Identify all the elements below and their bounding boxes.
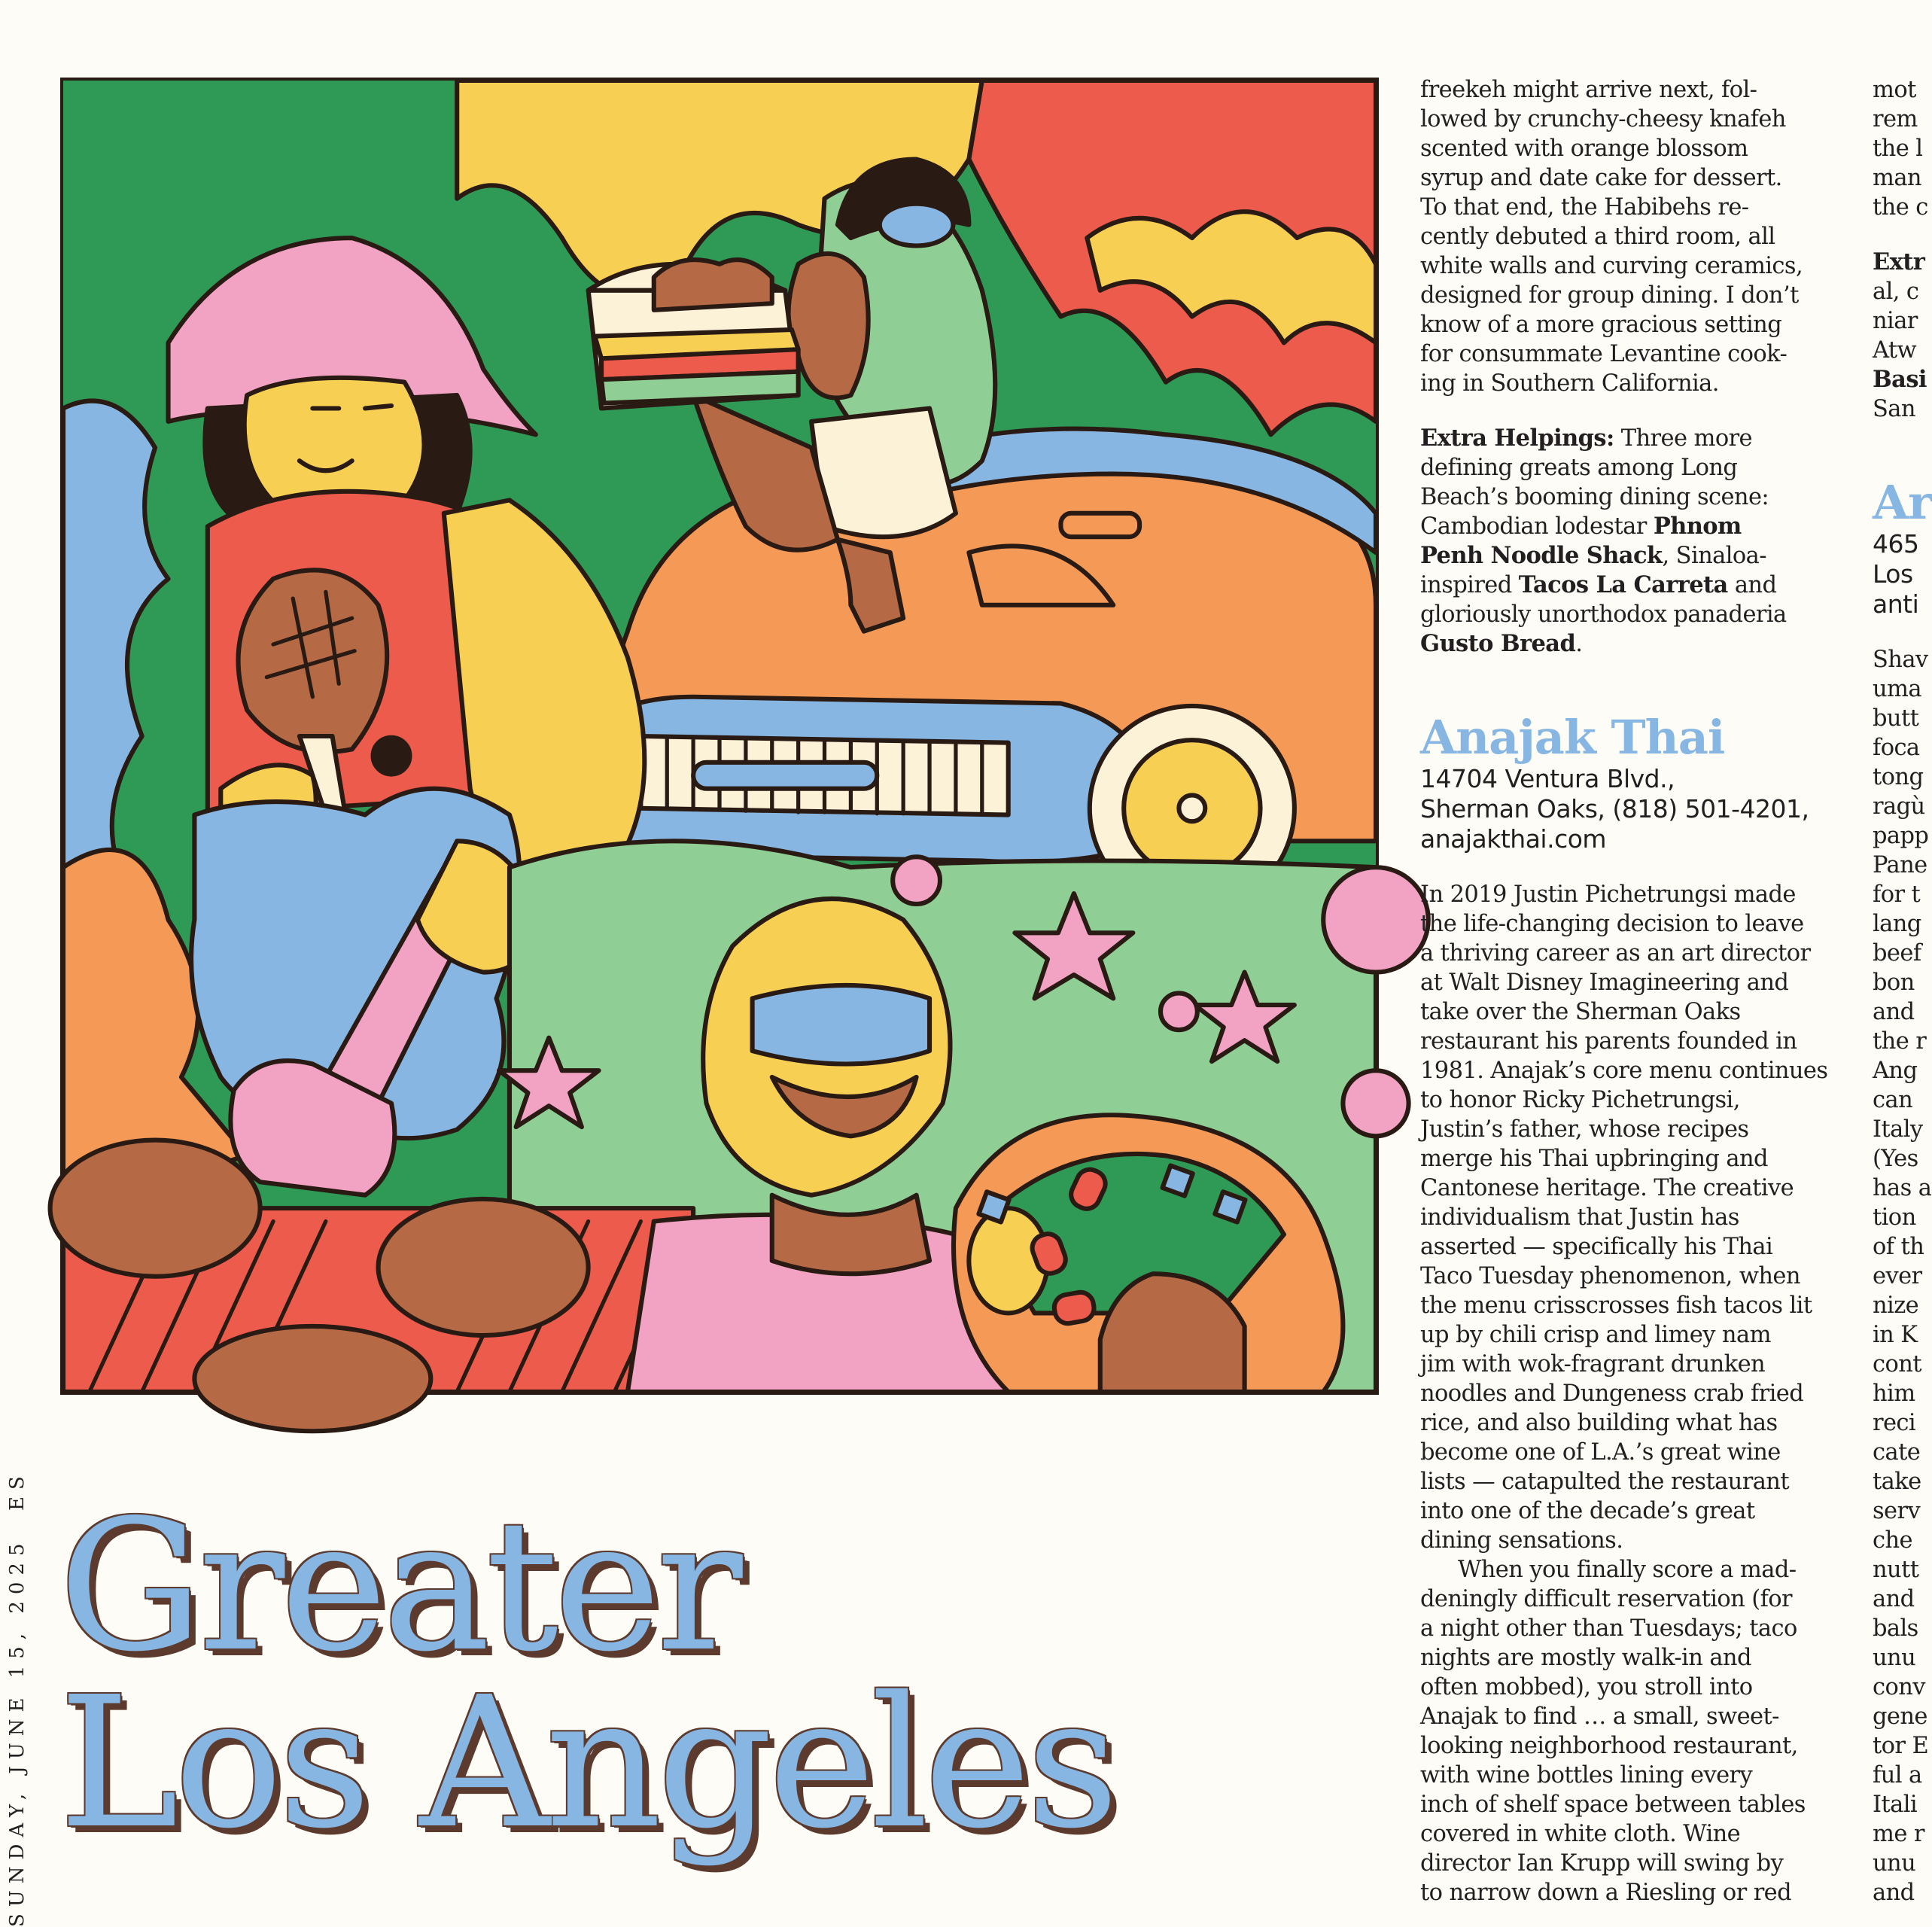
text-line: Beach’s booming dining scene:: [1420, 484, 1769, 510]
text-line: to narrow down a Riesling or red: [1420, 1880, 1792, 1906]
text-line: gloriously unorthodox panaderia: [1420, 601, 1787, 628]
restaurant-name: Anajak Thai: [1420, 710, 1725, 765]
text-line: 1981. Anajak’s core menu continues: [1420, 1058, 1828, 1084]
address-line: Los: [1873, 559, 1913, 589]
text-line: man: [1873, 165, 1921, 191]
text-line: uma: [1873, 676, 1921, 702]
restaurant-address: [1420, 764, 1842, 854]
text-line: Anajak to find … a small, sweet-: [1420, 1703, 1779, 1730]
text-line: [1420, 541, 1842, 571]
text-line: rice, and also building what has: [1420, 1410, 1778, 1436]
text-line: al, c: [1873, 279, 1919, 305]
text-line: To that end, the Habibehs re-: [1420, 194, 1749, 221]
text-line: of th: [1873, 1234, 1924, 1260]
text-line: In 2019 Justin Pichetrungsi made: [1420, 881, 1796, 908]
text-line: become one of L.A.’s great wine: [1420, 1439, 1781, 1466]
paragraph-body: [1420, 1555, 1842, 1907]
text-line: him: [1873, 1381, 1915, 1407]
text-line: in K: [1873, 1322, 1918, 1348]
text-line: beef: [1873, 940, 1921, 967]
dateline: [6, 1469, 29, 1927]
text-line: Cantonese heritage. The creative: [1420, 1175, 1794, 1201]
text-line: the menu crisscrosses fish tacos lit: [1420, 1292, 1812, 1319]
text-fragment: .: [1575, 631, 1583, 657]
restaurant-mention: Tacos La Carreta: [1518, 571, 1728, 598]
text-line: the c: [1873, 194, 1928, 221]
text-line: to honor Ricky Pichetrungsi,: [1420, 1087, 1740, 1113]
text-line: the life-changing decision to leave: [1420, 911, 1804, 937]
text-line: Taco Tuesday phenomenon, when: [1420, 1263, 1800, 1289]
dateline-fragment: ES: [6, 1469, 29, 1511]
text-line: take: [1873, 1469, 1921, 1495]
address-line: Sherman Oaks, (818) 501-4201,: [1420, 794, 1809, 823]
text-line: bals: [1873, 1615, 1918, 1642]
text-line: bon: [1873, 970, 1915, 996]
text-line: dining sensations.: [1420, 1527, 1623, 1554]
text-line: tion: [1873, 1204, 1916, 1231]
text-line: the l: [1873, 135, 1923, 162]
text-line: unu: [1873, 1645, 1916, 1671]
illustration: [60, 78, 1379, 1395]
text-line: director Ian Krupp will swing by: [1420, 1850, 1784, 1877]
text-line: [1420, 629, 1842, 659]
text-line: up by chili crisp and limey nam: [1420, 1322, 1771, 1348]
text-line: reci: [1873, 1410, 1916, 1436]
text-fragment: inspired: [1420, 572, 1512, 598]
text-fragment: Three more: [1620, 425, 1753, 452]
website-link[interactable]: anajakthai.com: [1420, 824, 1607, 854]
text-line: into one of the decade’s great: [1420, 1498, 1755, 1524]
text-line: cate: [1873, 1439, 1921, 1466]
website-link[interactable]: anti: [1873, 589, 1919, 619]
text-line: cont: [1873, 1351, 1921, 1378]
text-line: ing in Southern California.: [1420, 370, 1719, 397]
restaurant-mention: Penh Noodle Shack: [1420, 542, 1663, 569]
text-line: scented with orange blossom: [1420, 135, 1748, 162]
text-line: Justin’s father, whose recipes: [1420, 1116, 1749, 1143]
text-line: butt: [1873, 705, 1919, 732]
extra-helpings: [1420, 424, 1842, 659]
text-line: che: [1873, 1527, 1912, 1554]
headline-line-1: Greater: [59, 1481, 738, 1691]
text-line: syrup and date cake for dessert.: [1420, 165, 1782, 191]
text-line: mot: [1873, 77, 1916, 103]
text-line: cently debuted a third room, all: [1420, 224, 1775, 250]
text-line: designed for group dining. I don’t: [1420, 282, 1799, 309]
text-line: [1420, 571, 1842, 600]
text-line: conv: [1873, 1674, 1925, 1700]
text-line: often mobbed), you stroll into: [1420, 1674, 1753, 1700]
text-line: the r: [1873, 1028, 1927, 1055]
text-line: When you finally score a mad-: [1458, 1557, 1797, 1583]
article-column-1: [1420, 75, 1842, 1907]
text-line: (Yes: [1873, 1146, 1918, 1172]
text-line: Italy: [1873, 1116, 1923, 1143]
illustration-art: [63, 81, 1376, 1392]
text-line: foca: [1873, 735, 1920, 761]
extra-helpings: [1873, 248, 1927, 424]
text-line: niar: [1873, 308, 1918, 334]
text-line: individualism that Justin has: [1420, 1204, 1739, 1231]
text-fragment: , Sinaloa-: [1662, 543, 1766, 569]
text-line: jim with wok-fragrant drunken: [1420, 1351, 1766, 1378]
headline: [59, 1481, 1115, 1868]
headline-line-2: Los Angeles: [59, 1658, 1115, 1868]
text-line: serv: [1873, 1498, 1921, 1524]
text-line: white walls and curving ceramics,: [1420, 253, 1803, 279]
text-line: with wine bottles lining every: [1420, 1762, 1753, 1788]
text-line: and: [1873, 1880, 1915, 1906]
text-line: tor E: [1873, 1733, 1929, 1759]
text-line: ragù: [1873, 793, 1925, 820]
text-line: and: [1873, 999, 1915, 1025]
text-line: lang: [1873, 911, 1921, 937]
text-line: [1420, 512, 1842, 541]
paragraph-body: [1873, 645, 1932, 1907]
text-line: and: [1873, 1586, 1915, 1612]
text-line: can: [1873, 1087, 1913, 1113]
text-line: nights are mostly walk-in and: [1420, 1645, 1751, 1671]
text-line: Pane: [1873, 852, 1927, 878]
extra-helpings-label: Extra Helpings:: [1420, 425, 1614, 452]
text-line: defining greats among Long: [1420, 455, 1738, 481]
text-line: tong: [1873, 764, 1924, 790]
article-column-2: [1873, 75, 1932, 1907]
text-line: Ang: [1873, 1058, 1918, 1084]
text-line: Atw: [1873, 337, 1917, 364]
restaurant-mention: Basi: [1873, 366, 1927, 393]
text-line: merge his Thai upbringing and: [1420, 1146, 1768, 1172]
text-line: deningly difficult reservation (for: [1420, 1586, 1793, 1612]
restaurant-mention: Phnom: [1653, 513, 1742, 540]
extra-helpings-label: Extr: [1873, 248, 1925, 276]
text-line: me r: [1873, 1821, 1924, 1847]
restaurant-name: Ar: [1873, 475, 1932, 530]
text-line: covered in white cloth. Wine: [1420, 1821, 1741, 1847]
text-line: noodles and Dungeness crab fried: [1420, 1381, 1804, 1407]
text-line: restaurant his parents founded in: [1420, 1028, 1797, 1055]
paragraph-body: [1420, 880, 1842, 1555]
text-line: lists — catapulted the restaurant: [1420, 1469, 1789, 1495]
text-line: a thriving career as an art director: [1420, 940, 1811, 967]
address-line: 465: [1873, 529, 1919, 559]
dateline-text: SUNDAY, JUNE 15, 2025: [6, 1536, 29, 1927]
text-line: nize: [1873, 1292, 1919, 1319]
text-line: asserted — specifically his Thai: [1420, 1234, 1773, 1260]
text-line: lowed by crunchy-cheesy knafeh: [1420, 106, 1786, 132]
text-line: know of a more gracious setting: [1420, 312, 1782, 338]
text-line: has a: [1873, 1175, 1932, 1201]
text-line: papp: [1873, 823, 1929, 849]
text-line: looking neighborhood restaurant,: [1420, 1733, 1798, 1759]
text-line: rem: [1873, 106, 1918, 132]
text-line: at Walt Disney Imagineering and: [1420, 970, 1789, 996]
text-fragment: Cambodian lodestar: [1420, 513, 1647, 540]
text-line: inch of shelf space between tables: [1420, 1792, 1806, 1818]
paragraph-intro: [1420, 75, 1842, 398]
text-fragment: and: [1734, 572, 1777, 598]
text-line: ever: [1873, 1263, 1922, 1289]
text-line: [1420, 424, 1842, 453]
text-line: unu: [1873, 1850, 1916, 1877]
text-line: gene: [1873, 1703, 1927, 1730]
text-line: Itali: [1873, 1792, 1917, 1818]
text-line: take over the Sherman Oaks: [1420, 999, 1741, 1025]
text-line: nutt: [1873, 1557, 1919, 1583]
address-line: 14704 Ventura Blvd.,: [1420, 764, 1675, 793]
text-line: San: [1873, 396, 1915, 422]
text-line: freekeh might arrive next, fol-: [1420, 77, 1757, 103]
text-line: for consummate Levantine cook-: [1420, 341, 1787, 367]
text-line: for t: [1873, 881, 1921, 908]
paragraph-intro: [1873, 75, 1928, 222]
text-line: a night other than Tuesdays; taco: [1420, 1615, 1797, 1642]
text-line: Shav: [1873, 647, 1928, 673]
restaurant-mention: Gusto Bread: [1420, 630, 1576, 657]
restaurant-address: [1873, 529, 1921, 620]
text-line: ful a: [1873, 1762, 1922, 1788]
